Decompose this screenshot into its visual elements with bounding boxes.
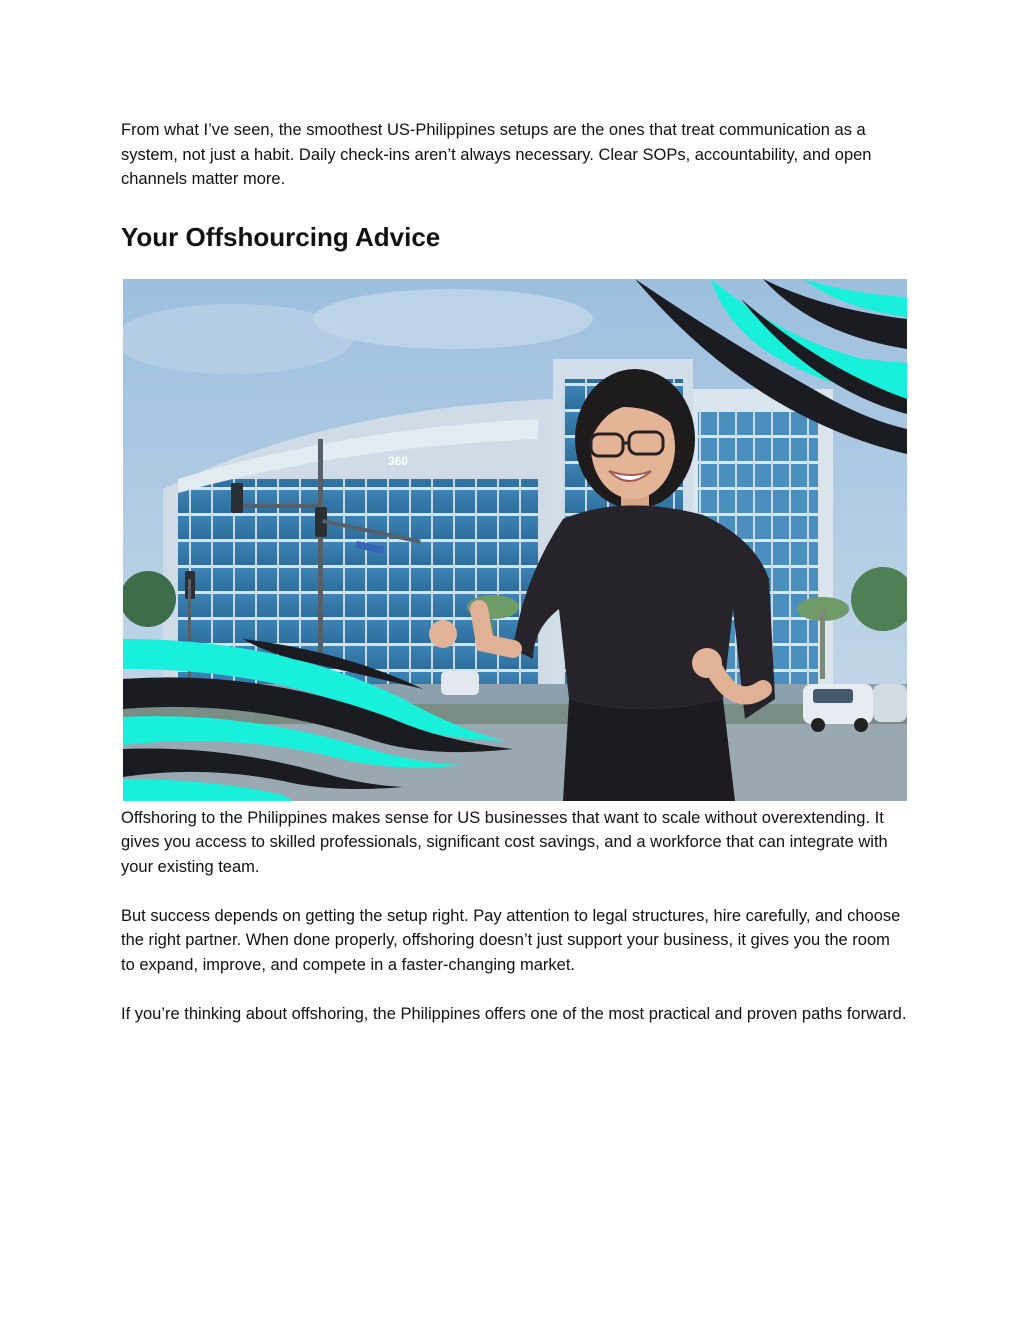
section-heading: Your Offshourcing Advice xyxy=(121,221,441,252)
office-photo xyxy=(123,279,907,801)
intro-paragraph: From what I’ve seen, the smoothest US-Philippines setups are the ones that treat communication as a system, not just a habit. Daily check-ins aren’t always necessary. Clear SOPs, accountability, and open channels matter more. xyxy=(121,121,872,188)
body-paragraph-2: But success depends on getting the setup right. Pay attention to legal structures, hire carefully, and choose the right partner. When done properly, offshoring doesn’t just support your business, it gives you the room to expand, improve, and compete in a faster-changing market. xyxy=(121,906,901,974)
document-page xyxy=(121,118,907,1026)
body-paragraph-1: Offshoring to the Philippines makes sense for US businesses that want to scale without overextending. It gives you access to skilled professionals, significant cost savings, and a workforce that can integrate with your existing team. xyxy=(121,808,888,876)
body-paragraph-3: If you’re thinking about offshoring, the Philippines offers one of the most practical and proven paths forward. xyxy=(121,1004,907,1023)
building-sign: 360 xyxy=(388,453,409,468)
